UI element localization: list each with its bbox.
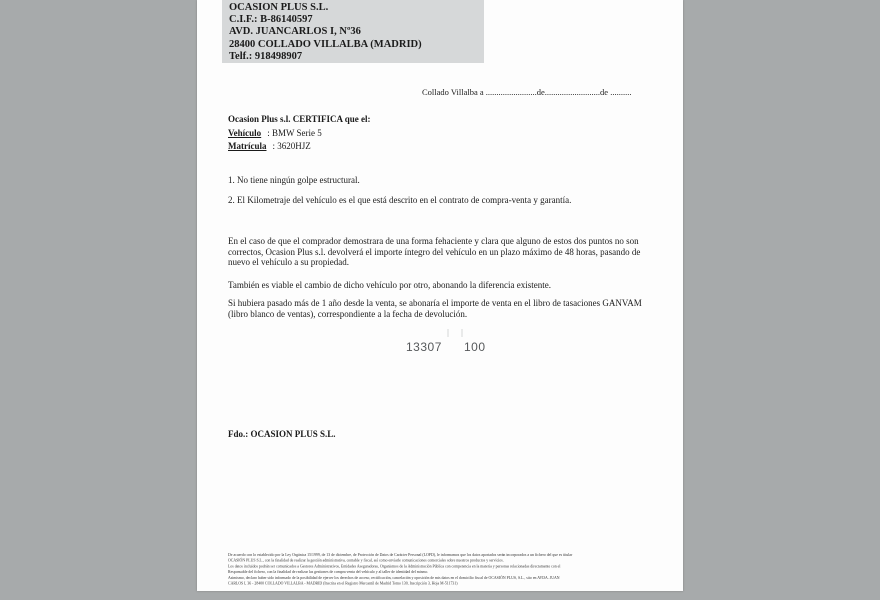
plate-label: Matrícula [228, 141, 267, 151]
ganvam-paragraph: Si hubiera pasado más de 1 año desde la venta, se abonaría el importe de venta en el libro de tasaciones GANVAM (libro blanco de ventas), correspondiente a la fecha de devolución. [228, 298, 642, 319]
exchange-paragraph: También es viable el cambio de dicho vehículo por otro, abonando la diferencia existente. [228, 280, 552, 290]
letterhead-box [222, 0, 484, 63]
letterhead-company: OCASION PLUS S.L. [229, 2, 329, 13]
certified-point-2: 2. El Kilometraje del vehículo es el que está descrito en el contrato de compra-venta y garantía. [228, 195, 572, 205]
letterhead-address: AVD. JUANCARLOS I, Nº36 [229, 26, 361, 38]
legal-line: De acuerdo con lo establecido por la Ley Orgánica 15/1999, de 13 de diciembre, de Protección de Datos de Carácter Personal (LOPD), le informamos que los datos aportados serán incorporados a un fichero del que es titular [228, 552, 573, 557]
legal-line: Asimismo, declaro haber sido informado de la posibilidad de ejercer los derechos de acceso, rectificación, cancelación y oposición de mis datos en el domicilio fiscal de OCASIÓN PLUS, S.L., sito en AVDA. JUAN [228, 575, 560, 580]
letterhead-city: 28400 COLLADO VILLALBA (MADRID) [229, 38, 422, 50]
legal-line: Responsable del fichero, con la finalidad de realizar las gestiones de compra venta del vehículo y al taller de identidad del mismo. [228, 569, 429, 575]
plate-row [228, 140, 370, 154]
vehicle-row [228, 127, 370, 141]
refund-paragraph: En el caso de que el comprador demostrara de una forma fehaciente y clara que alguno de estos dos puntos no son correctos, Ocasion Plus s.l. devolverá el importe íntegro del vehículo en un plazo máximo de 48 horas, pasando de nuevo el vehículo a su propiedad. [228, 236, 641, 268]
kilometers-value: 13307 [406, 340, 442, 354]
vehicle-value: : BMW Serie 5 [267, 127, 322, 138]
certification-block [228, 113, 370, 154]
certified-point-1: 1. No tiene ningún golpe estructural. [228, 175, 360, 185]
legal-line: CARLOS I, 36 - 28400 COLLADO VILLALBA - MADRID (Inscrita en el Registro Mercantil de Madrid Tomo 130, Inscripción 3, Hoja M-511731) [228, 581, 458, 586]
legal-line: Los datos incluidos podrán ser comunicados a Gestores Administrativos, Entidades Aseguradoras, Organismos de la Administración Pública con competencia en la materia y personas relacionadas directamente con el [228, 563, 561, 569]
scan-artifact [461, 329, 463, 337]
amount-value: 100 [464, 340, 486, 354]
letterhead-cif: C.I.F.: B-86140597 [229, 14, 313, 26]
signature-line: Fdo.: OCASION PLUS S.L. [228, 429, 336, 439]
document-page [197, 0, 683, 591]
plate-value: : 3620HJZ [272, 141, 311, 151]
date-line: Collado Villalba a ........................de..........................de .......... [422, 87, 632, 97]
legal-line: OCASIÓN PLUS S.L., con la finalidad de realizar la gestión administrativa, contable y fiscal, así como enviarle comunicaciones comerciales sobre nuestros productos y servicios. [228, 558, 504, 563]
vehicle-label: Vehículo [228, 127, 262, 138]
certify-intro: Ocasion Plus s.l. CERTIFICA que el: [228, 114, 371, 124]
letterhead-phone: Telf.: 918498907 [229, 50, 303, 62]
scan-artifact [447, 329, 449, 337]
legal-disclaimer [228, 552, 660, 586]
